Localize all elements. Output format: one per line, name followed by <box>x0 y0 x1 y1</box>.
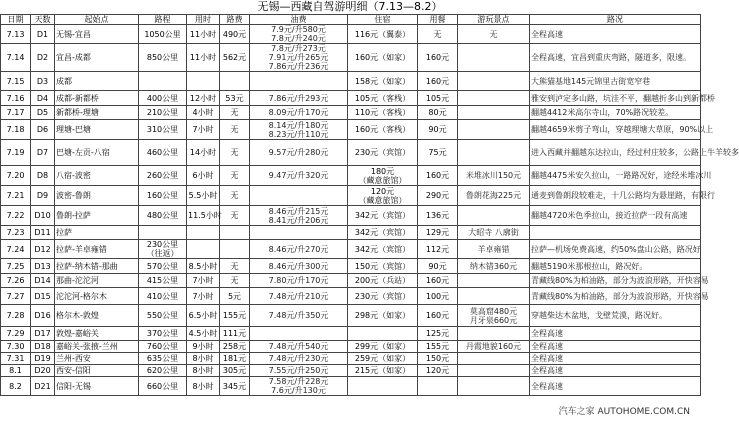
col-header-sights: 游玩景点 <box>458 15 530 25</box>
sheet-title: 无锡—西藏自驾游明细（7.13—8.2） <box>257 0 443 13</box>
cell-route: 无锡-宜昌 <box>55 25 139 44</box>
cell-sights: 无 <box>458 25 530 44</box>
cell-time: 8小时 <box>187 377 220 396</box>
cell-sights: 米堆冰川150元 <box>458 166 530 186</box>
cell-date: 7.24 <box>1 240 31 259</box>
cell-meals: 90元 <box>418 120 458 140</box>
table-row <box>1 365 701 377</box>
cell-date: 7.30 <box>1 341 31 353</box>
cell-time: 8小时 <box>187 353 220 365</box>
cell-time: 5.5小时 <box>187 186 220 206</box>
cell-fuel: 7.86元/升293元 <box>250 91 348 106</box>
cell-distance: 460公里 <box>139 140 187 166</box>
cell-day: D5 <box>31 106 55 120</box>
cell-date: 7.27 <box>1 288 31 305</box>
cell-meals: 160元 <box>418 72 458 91</box>
cell-distance: 850公里 <box>139 44 187 72</box>
cell-day: D10 <box>31 206 55 226</box>
cell-route: 信阳-无锡 <box>55 377 139 396</box>
cell-date: 7.31 <box>1 353 31 365</box>
cell-time: 8小时 <box>187 365 220 377</box>
cell-day: D21 <box>31 377 55 396</box>
cell-meals: 160元 <box>418 44 458 72</box>
cell-toll <box>220 72 250 91</box>
cell-route: 波密-鲁朗 <box>55 186 139 206</box>
col-header-day: 天数 <box>31 15 55 25</box>
cell-lodging: 215元（如家） <box>348 365 418 377</box>
cell-route: 成都-新都桥 <box>55 91 139 106</box>
cell-time: 7小时 <box>187 120 220 140</box>
cell-day: D16 <box>31 305 55 327</box>
cell-toll: 无 <box>220 140 250 166</box>
cell-sights: 纳木错360元 <box>458 259 530 274</box>
cell-road: 全程高速，宜昌到重庆弯路，隧道多，限速。 <box>530 44 701 72</box>
cell-distance: 570公里 <box>139 259 187 274</box>
table-row <box>1 72 701 91</box>
cell-road: 翻越4475米安久拉山，一路路况好，途经米堆冰川 <box>530 166 701 186</box>
cell-route: 巴塘-左贡-八宿 <box>55 140 139 166</box>
col-header-fuel: 油费 <box>250 15 348 25</box>
cell-route: 成都 <box>55 72 139 91</box>
cell-sights <box>458 365 530 377</box>
cell-route: 宜昌-成都 <box>55 44 139 72</box>
table-row <box>1 140 701 166</box>
cell-sights <box>458 206 530 226</box>
cell-day: D18 <box>31 341 55 353</box>
cell-route: 拉萨-纳木错-那曲 <box>55 259 139 274</box>
cell-meals: 136元 <box>418 206 458 226</box>
table-row <box>1 120 701 140</box>
cell-time: 6.5小时 <box>187 305 220 327</box>
cell-lodging: 180元 （藏意旅馆） <box>348 166 418 186</box>
cell-day: D14 <box>31 274 55 288</box>
cell-sights <box>458 140 530 166</box>
cell-sights: 羊卓雍错 <box>458 240 530 259</box>
cell-fuel <box>250 72 348 91</box>
table-row <box>1 226 701 240</box>
cell-fuel <box>250 327 348 341</box>
cell-toll: 无 <box>220 166 250 186</box>
cell-meals: 160元 <box>418 305 458 327</box>
cell-distance: 760公里 <box>139 341 187 353</box>
cell-route: 兰州-西安 <box>55 353 139 365</box>
cell-day: D7 <box>31 140 55 166</box>
cell-road: 拉萨—机场免费高速，约50%盘山公路，路况好 <box>530 240 701 259</box>
cell-distance: 480公里 <box>139 206 187 226</box>
cell-road: 通麦到鲁朗段较难走，十几公路均为悬崖路，有限行 <box>530 186 701 206</box>
cell-road: 全程高速 <box>530 353 701 365</box>
col-header-time: 用时 <box>187 15 220 25</box>
cell-date: 7.29 <box>1 327 31 341</box>
cell-toll: 无 <box>220 186 250 206</box>
cell-date: 7.26 <box>1 274 31 288</box>
cell-lodging <box>348 377 418 396</box>
cell-meals: 90元 <box>418 259 458 274</box>
cell-toll: 345元 <box>220 377 250 396</box>
cell-route: 鲁朗-拉萨 <box>55 206 139 226</box>
cell-distance: 620公里 <box>139 365 187 377</box>
col-header-distance: 路程 <box>139 15 187 25</box>
cell-road: 穿越柴达木盆地，戈壁荒漠，路况好。 <box>530 305 701 327</box>
cell-sights: 莫高窟480元 月牙泉660元 <box>458 305 530 327</box>
cell-time <box>187 226 220 240</box>
cell-fuel: 8.46元/升270元 <box>250 240 348 259</box>
cell-road: 青藏线80%为柏油路，部分为波浪形路，开快容易 <box>530 274 701 288</box>
cell-time: 6小时 <box>187 166 220 186</box>
cell-fuel: 9.47元/升320元 <box>250 166 348 186</box>
table-row <box>1 353 701 365</box>
cell-date: 7.19 <box>1 140 31 166</box>
cell-time: 11小时 <box>187 25 220 44</box>
cell-time <box>187 72 220 91</box>
cell-day: D2 <box>31 44 55 72</box>
cell-sights: 鲁朗花海225元 <box>458 186 530 206</box>
cell-meals: 105元 <box>418 91 458 106</box>
cell-fuel: 7.58元/升228元 7.6元/升130元 <box>250 377 348 396</box>
cell-meals: 80元 <box>418 106 458 120</box>
cell-route: 西安-信阳 <box>55 365 139 377</box>
col-header-date: 日期 <box>1 15 31 25</box>
cell-date: 8.1 <box>1 365 31 377</box>
cell-day: D4 <box>31 91 55 106</box>
cell-time: 11.5小时 <box>187 206 220 226</box>
cell-lodging: 342元（宾馆） <box>348 240 418 259</box>
cell-distance: 310公里 <box>139 120 187 140</box>
cell-lodging: 200元（兵站） <box>348 274 418 288</box>
cell-road <box>530 226 701 240</box>
cell-road: 全程高速 <box>530 365 701 377</box>
cell-toll: 155元 <box>220 305 250 327</box>
cell-day: D6 <box>31 120 55 140</box>
col-header-lodging: 住宿 <box>348 15 418 25</box>
cell-distance: 210公里 <box>139 106 187 120</box>
cell-distance: 635公里 <box>139 353 187 365</box>
cell-lodging <box>348 327 418 341</box>
table-row <box>1 274 701 288</box>
table-row <box>1 186 701 206</box>
cell-meals: 75元 <box>418 140 458 166</box>
cell-toll: 5元 <box>220 288 250 305</box>
cell-road: 进入西藏并翻越东达拉山，经过村庄较多，公路上牛羊较多 <box>530 140 701 166</box>
cell-time: 11小时 <box>187 44 220 72</box>
cell-sights: 丹霞地貌160元 <box>458 341 530 353</box>
cell-day: D13 <box>31 259 55 274</box>
cell-fuel <box>250 186 348 206</box>
cell-fuel: 7.80元/升170元 <box>250 274 348 288</box>
cell-toll: 111元 <box>220 327 250 341</box>
cell-meals: 无 <box>418 25 458 44</box>
cell-lodging: 150元（宾馆） <box>348 259 418 274</box>
table-row <box>1 91 701 106</box>
cell-day: D1 <box>31 25 55 44</box>
cell-route: 敦煌-嘉峪关 <box>55 327 139 341</box>
cell-distance: 415公里 <box>139 274 187 288</box>
cell-toll: 无 <box>220 120 250 140</box>
cell-date: 7.25 <box>1 259 31 274</box>
cell-route: 新都桥-理塘 <box>55 106 139 120</box>
cell-fuel: 7.48元/升230元 <box>250 353 348 365</box>
cell-sights: 大昭寺 八廓街 <box>458 226 530 240</box>
cell-sights <box>458 91 530 106</box>
cell-lodging: 105元（客栈） <box>348 91 418 106</box>
cell-route: 八宿-波密 <box>55 166 139 186</box>
cell-distance: 370公里 <box>139 327 187 341</box>
cell-road: 全程高速 <box>530 25 701 44</box>
cell-date: 7.22 <box>1 206 31 226</box>
cell-meals: 150元 <box>418 353 458 365</box>
table-row <box>1 44 701 72</box>
cell-date: 8.2 <box>1 377 31 396</box>
cell-date: 7.21 <box>1 186 31 206</box>
cell-road: 翻越5190米那根拉山，路况好。 <box>530 259 701 274</box>
cell-toll <box>220 226 250 240</box>
cell-meals: 100元 <box>418 288 458 305</box>
cell-time: 9小时 <box>187 341 220 353</box>
cell-toll: 490元 <box>220 25 250 44</box>
cell-route: 嘉峪关-张掖-兰州 <box>55 341 139 353</box>
cell-distance: 260公里 <box>139 166 187 186</box>
cell-fuel <box>250 226 348 240</box>
cell-fuel: 8.46元/升300元 <box>250 259 348 274</box>
cell-time: 12小时 <box>187 91 220 106</box>
cell-fuel: 7.8元/升273元 7.91元/升265元 7.86元/升236元 <box>250 44 348 72</box>
cell-toll: 181元 <box>220 353 250 365</box>
cell-date: 7.23 <box>1 226 31 240</box>
cell-fuel: 7.48元/升350元 <box>250 305 348 327</box>
cell-day: D12 <box>31 240 55 259</box>
col-header-road: 路况 <box>530 15 701 25</box>
cell-toll: 258元 <box>220 341 250 353</box>
table-row <box>1 106 701 120</box>
cell-distance <box>139 226 187 240</box>
cell-time: 4.5小时 <box>187 327 220 341</box>
cell-distance: 400公里 <box>139 91 187 106</box>
table-row <box>1 240 701 259</box>
cell-meals: 125元 <box>418 327 458 341</box>
cell-meals: 290元 <box>418 186 458 206</box>
cell-date: 7.15 <box>1 72 31 91</box>
cell-sights <box>458 327 530 341</box>
cell-road: 大熊猫基地145元锦里古街宽窄巷 <box>530 72 701 91</box>
table-row <box>1 305 701 327</box>
cell-sights <box>458 377 530 396</box>
cell-fuel: 7.9元/升580元 7.8元/升240元 <box>250 25 348 44</box>
cell-meals: 120元 <box>418 365 458 377</box>
cell-route: 沱沱河-格尔木 <box>55 288 139 305</box>
cell-date: 7.17 <box>1 106 31 120</box>
cell-fuel: 9.57元/升280元 <box>250 140 348 166</box>
cell-distance: 1050公里 <box>139 25 187 44</box>
cell-sights <box>458 106 530 120</box>
itinerary-table <box>0 14 739 396</box>
cell-lodging: 230元（宾馆） <box>348 288 418 305</box>
cell-lodging: 160元（如家） <box>348 44 418 72</box>
table-row <box>1 288 701 305</box>
cell-meals: 160元 <box>418 166 458 186</box>
cell-date: 7.18 <box>1 120 31 140</box>
cell-toll: 无 <box>220 274 250 288</box>
cell-date: 7.14 <box>1 44 31 72</box>
cell-fuel: 8.46元/升215元 8.41元/升206元 <box>250 206 348 226</box>
cell-sights <box>458 44 530 72</box>
cell-toll: 无 <box>220 206 250 226</box>
cell-distance: 410公里 <box>139 288 187 305</box>
cell-route: 那曲-沱沱河 <box>55 274 139 288</box>
cell-day: D11 <box>31 226 55 240</box>
cell-lodging: 116元（翼泰） <box>348 25 418 44</box>
table-row <box>1 377 701 396</box>
cell-time: 7小时 <box>187 288 220 305</box>
table-body <box>1 25 739 396</box>
cell-toll: 305元 <box>220 365 250 377</box>
cell-day: D8 <box>31 166 55 186</box>
cell-road: 翻越4720米色季拉山，接近拉萨一段有高速 <box>530 206 701 226</box>
cell-time <box>187 240 220 259</box>
cell-time: 14小时 <box>187 140 220 166</box>
cell-distance: 660公里 <box>139 377 187 396</box>
table-row <box>1 341 701 353</box>
cell-sights <box>458 288 530 305</box>
cell-meals: 160元 <box>418 274 458 288</box>
cell-date: 7.20 <box>1 166 31 186</box>
cell-toll <box>220 240 250 259</box>
watermark: 汽车之家 AUTOHOME.COM.CN <box>557 404 692 417</box>
cell-time: 8.5小时 <box>187 259 220 274</box>
cell-sights <box>458 120 530 140</box>
cell-fuel: 7.55元/升250元 <box>250 365 348 377</box>
cell-day: D20 <box>31 365 55 377</box>
cell-lodging: 259元（如家） <box>348 353 418 365</box>
cell-sights <box>458 72 530 91</box>
cell-time: 4小时 <box>187 106 220 120</box>
cell-meals <box>418 377 458 396</box>
cell-day: D9 <box>31 186 55 206</box>
cell-fuel: 8.09元/升170元 <box>250 106 348 120</box>
cell-lodging: 120元 （藏意旅馆） <box>348 186 418 206</box>
cell-day: D19 <box>31 353 55 365</box>
cell-distance <box>139 72 187 91</box>
cell-road: 全程高速 <box>530 377 701 396</box>
header-row <box>1 15 701 25</box>
col-header-route: 起始点 <box>55 15 139 25</box>
cell-fuel: 7.48元/升210元 <box>250 288 348 305</box>
cell-road: 全程高速 <box>530 327 701 341</box>
cell-route: 理塘-巴塘 <box>55 120 139 140</box>
cell-lodging: 342元（宾馆） <box>348 226 418 240</box>
cell-day: D15 <box>31 288 55 305</box>
table-row <box>1 259 701 274</box>
table-row <box>1 25 701 44</box>
cell-road: 翻越4659米剪子弯山，穿越理塘大草原，90%以上 <box>530 120 701 140</box>
table-row <box>1 327 701 341</box>
cell-lodging: 230元（宾馆） <box>348 140 418 166</box>
cell-lodging: 299元（如家） <box>348 341 418 353</box>
cell-route: 拉萨-羊卓雍错 <box>55 240 139 259</box>
cell-lodging: 160元（客栈） <box>348 120 418 140</box>
cell-lodging: 158元（如家） <box>348 72 418 91</box>
cell-meals: 129元 <box>418 226 458 240</box>
cell-lodging: 110元（客栈） <box>348 106 418 120</box>
cell-route: 格尔木-敦煌 <box>55 305 139 327</box>
table-row <box>1 206 701 226</box>
cell-date: 7.16 <box>1 91 31 106</box>
cell-distance: 160公里 <box>139 186 187 206</box>
cell-road: 全程高速 <box>530 341 701 353</box>
cell-fuel: 8.14元/升180元 8.23元/升110元 <box>250 120 348 140</box>
cell-distance: 230公里 （往返） <box>139 240 187 259</box>
col-header-toll: 路费 <box>220 15 250 25</box>
cell-route: 拉萨 <box>55 226 139 240</box>
col-header-meals: 用餐 <box>418 15 458 25</box>
table-row <box>1 166 701 186</box>
cell-sights <box>458 353 530 365</box>
cell-day: D3 <box>31 72 55 91</box>
cell-toll: 562元 <box>220 44 250 72</box>
cell-toll: 无 <box>220 106 250 120</box>
cell-time: 7小时 <box>187 274 220 288</box>
cell-toll: 53元 <box>220 91 250 106</box>
cell-road: 翻越4412米高尔寺山，70%路况较差。 <box>530 106 701 120</box>
cell-distance: 550公里 <box>139 305 187 327</box>
cell-sights <box>458 274 530 288</box>
cell-lodging: 298元（如家） <box>348 305 418 327</box>
cell-meals: 112元 <box>418 240 458 259</box>
cell-meals: 155元 <box>418 341 458 353</box>
cell-fuel: 7.48元/升540元 <box>250 341 348 353</box>
cell-day: D17 <box>31 327 55 341</box>
cell-date: 7.13 <box>1 25 31 44</box>
cell-road: 青藏线80%为柏油路，部分为波浪形路，开快容易 <box>530 288 701 305</box>
cell-road: 雅安到泸定多山路，坑洼不平，翻越折多山到新都桥 <box>530 91 701 106</box>
cell-date: 7.28 <box>1 305 31 327</box>
cell-toll: 无 <box>220 259 250 274</box>
cell-lodging: 342元（宾馆） <box>348 206 418 226</box>
